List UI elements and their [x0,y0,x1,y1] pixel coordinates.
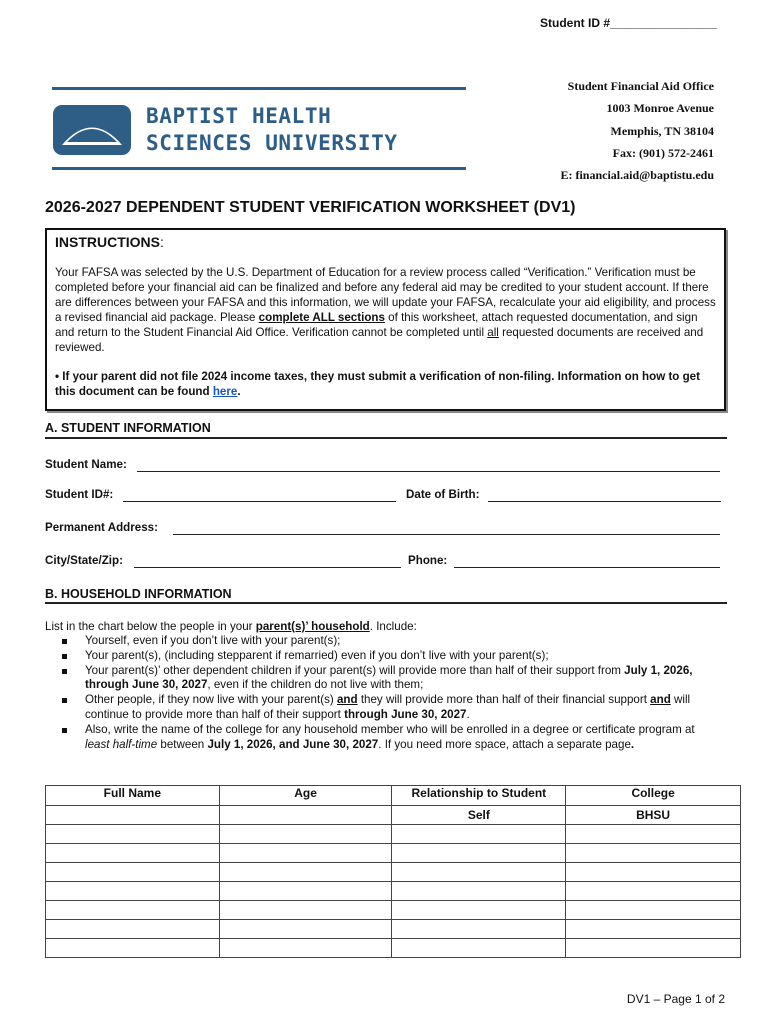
phone-field[interactable] [454,566,720,568]
here-link[interactable]: here [212,385,238,399]
dome-logo-icon [53,105,131,155]
section-a-heading: A. STUDENT INFORMATION [45,421,211,435]
office-city: Memphis, TN 38104 [610,124,714,138]
household-intro: List in the chart below the people in your parent(s)’ household. Include: [45,620,417,633]
logo-top-rule [52,87,466,90]
table-row [46,806,741,825]
table-row [46,920,741,939]
table-row [46,882,741,901]
table-cell[interactable] [392,844,566,863]
list-item: Yourself, even if you don’t live with your parent(s); [62,634,722,649]
table-cell[interactable] [219,939,392,958]
household-bullets [62,634,722,752]
table-cell[interactable] [392,939,566,958]
office-fax: Fax: (901) 572-2461 [612,146,714,160]
col-age: Age [219,786,392,806]
table-cell[interactable] [566,901,741,920]
table-cell[interactable] [392,882,566,901]
logo-bottom-rule [52,167,466,170]
col-college: College [566,786,741,806]
table-cell[interactable] [46,882,220,901]
list-item: Also, write the name of the college for any household member who will be enrolled in a degree or certificate program at least half-time between July 1, 2026, and June 30, 2027. If you need more space, attach a separate page. [62,723,722,753]
section-b-rule [45,602,727,604]
page-footer: DV1 – Page 1 of 2 [626,992,725,1006]
age-cell[interactable] [219,806,392,825]
dob-label: Date of Birth: [406,488,480,501]
logo-line-1: BAPTIST HEALTH [146,104,332,128]
table-cell[interactable] [219,920,392,939]
household-table [45,785,741,958]
table-row [46,825,741,844]
table-row [46,939,741,958]
table-cell[interactable] [392,825,566,844]
address-field[interactable] [173,533,720,535]
relationship-cell: Self [392,806,566,825]
table-cell[interactable] [566,863,741,882]
table-cell[interactable] [219,863,392,882]
list-item: Other people, if they now live with your parent(s) and they will provide more than half of their financial support and will continue to provide more than half of their support through June 30, 2027. [62,693,722,723]
office-name: Student Financial Aid Office [567,79,714,93]
student-id-header: Student ID #________________ [540,16,717,30]
table-cell[interactable] [392,920,566,939]
table-row [46,901,741,920]
instructions-box [45,228,726,411]
table-cell[interactable] [219,882,392,901]
list-item: Your parent(s), (including stepparent if remarried) even if you don’t live with your parent(s); [62,649,722,664]
table-cell[interactable] [46,920,220,939]
student-name-label: Student Name: [45,458,127,471]
dob-field[interactable] [488,500,721,502]
phone-label: Phone: [408,554,448,567]
section-a-rule [45,437,727,439]
page-title: 2026-2027 DEPENDENT STUDENT VERIFICATION WORKSHEET (DV1) [45,199,576,216]
table-cell[interactable] [46,901,220,920]
col-relationship: Relationship to Student [392,786,566,806]
address-label: Permanent Address: [45,521,158,534]
logo-line-2: SCIENCES UNIVERSITY [146,131,398,155]
office-email: E: financial.aid@baptistu.edu [560,168,714,182]
table-cell[interactable] [566,939,741,958]
table-cell[interactable] [566,825,741,844]
table-header-row [46,786,741,806]
section-b-heading: B. HOUSEHOLD INFORMATION [45,587,232,601]
table-cell[interactable] [46,939,220,958]
table-cell[interactable] [219,825,392,844]
college-cell: BHSU [566,806,741,825]
city-label: City/State/Zip: [45,554,123,567]
table-cell[interactable] [46,825,220,844]
col-full-name: Full Name [46,786,220,806]
instructions-heading: INSTRUCTIONS: [55,234,164,250]
table-cell[interactable] [46,844,220,863]
full-name-cell[interactable] [46,806,220,825]
table-cell[interactable] [566,920,741,939]
table-row [46,844,741,863]
non-filing-note: • If your parent did not file 2024 income taxes, they must submit a verification of non-filing. Information on how to get this document can be found here. [55,370,700,399]
table-cell[interactable] [219,844,392,863]
instructions-body: Your FAFSA was selected by the U.S. Department of Education for a review process called “Verification.” Verification must be completed before your financial aid can be finalized and before any federal aid may be credited to your student account. If there are differences between your FAFSA and this information, we will update your FAFSA, recalculate your aid eligibility, and process a revised financial aid package. Please complete ALL sections of this worksheet, attach requested documentation, and sign and return to the Student Financial Aid Office. Verification cannot be completed until all requested documents are received and reviewed. [55,266,716,355]
table-row [46,863,741,882]
table-cell[interactable] [392,901,566,920]
table-cell[interactable] [566,844,741,863]
office-street: 1003 Monroe Avenue [606,101,714,115]
student-id-field[interactable] [123,500,396,502]
table-cell[interactable] [392,863,566,882]
student-name-field[interactable] [137,470,720,472]
student-id-label: Student ID#: [45,488,114,501]
table-cell[interactable] [219,901,392,920]
table-cell[interactable] [46,863,220,882]
list-item: Your parent(s)’ other dependent children if your parent(s) will provide more than half of their support from July 1, 2026, through June 30, 2027, even if the children do not live with them; [62,664,722,694]
table-cell[interactable] [566,882,741,901]
city-field[interactable] [134,566,401,568]
